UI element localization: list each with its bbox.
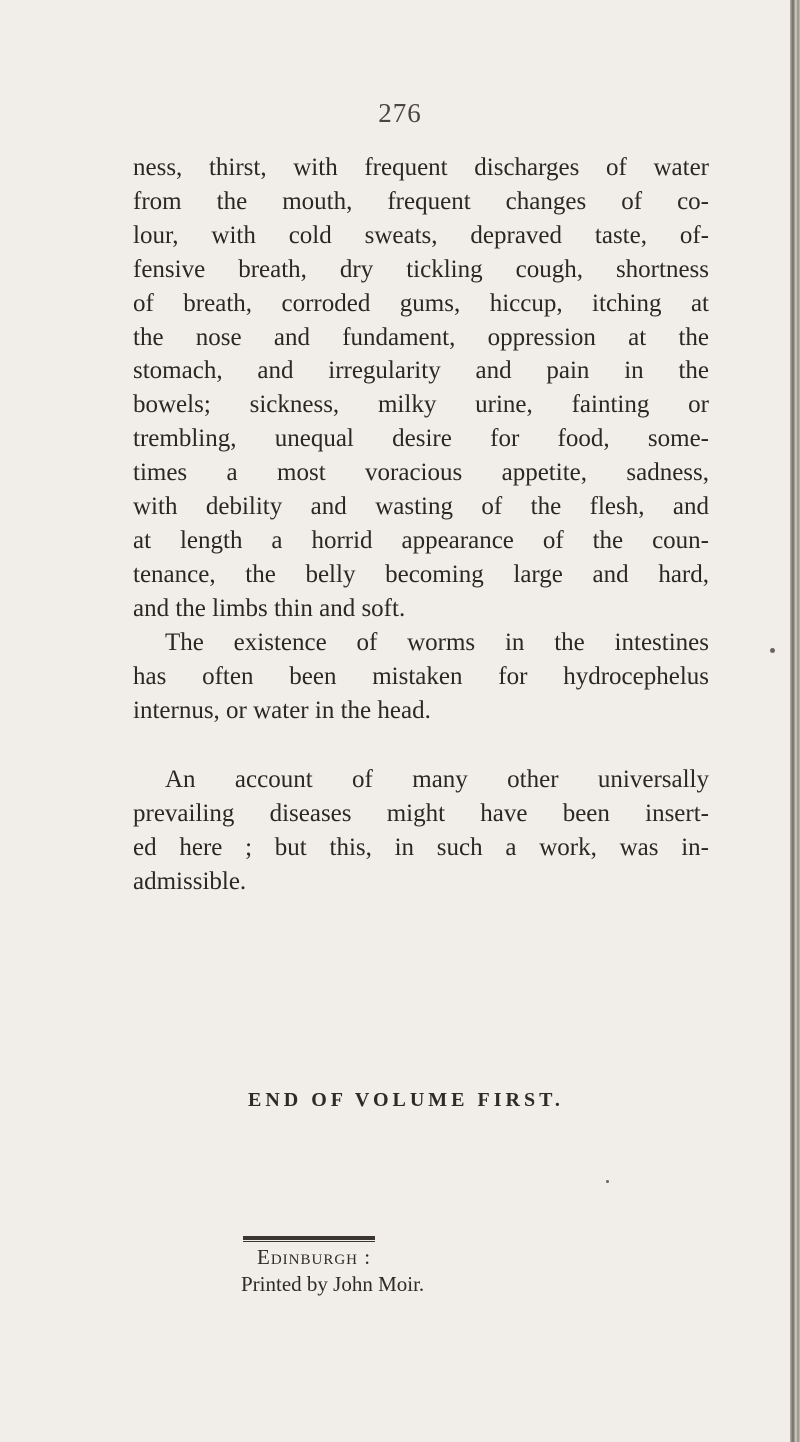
text-line: has often been mistaken for hydrocephelus [133, 662, 709, 690]
decorative-rule [243, 1236, 375, 1242]
text-line: stomach, and irregularity and pain in the [133, 357, 709, 385]
text-line: at length a horrid appearance of the coun- [133, 526, 709, 554]
paper-speck [606, 1180, 609, 1183]
text-line: internus, or water in the head. [133, 696, 431, 724]
body-text [133, 151, 709, 899]
text-line: An account of many other universally [165, 766, 709, 794]
imprint-city: Edinburgh : [257, 1245, 372, 1269]
printer-imprint [241, 1244, 424, 1298]
text-line: the nose and fundament, oppression at the [133, 323, 709, 351]
text-line: with debility and wasting of the flesh, and [133, 493, 709, 521]
text-line: from the mouth, frequent changes of co- [133, 187, 709, 215]
text-line: of breath, corroded gums, hiccup, itching at [133, 289, 709, 317]
text-line: ed here ; but this, in such a work, was in- [133, 834, 709, 862]
text-line: times a most voracious appetite, sadness, [133, 459, 709, 487]
page-edge-shadow [790, 0, 800, 1442]
text-line: trembling, unequal desire for food, some- [133, 425, 709, 453]
imprint-printer: Printed by John Moir. [241, 1272, 425, 1296]
paper-speck [770, 648, 775, 653]
end-of-volume-note: END OF VOLUME FIRST. [248, 1089, 564, 1111]
text-line: ness, thirst, with frequent discharges of water [133, 154, 709, 181]
text-line: The existence of worms in the intestines [165, 628, 709, 656]
text-line: lour, with cold sweats, depraved taste, of- [133, 221, 709, 249]
paragraph-1 [133, 151, 709, 626]
text-line: tenance, the belly becoming large and hard, [133, 560, 709, 588]
text-line: and the limbs thin and soft. [133, 594, 406, 622]
text-line: fensive breath, dry tickling cough, shortness [133, 255, 709, 283]
paragraph-3 [133, 763, 709, 899]
text-line: prevailing diseases might have been insert- [133, 800, 709, 828]
page-number: 276 [378, 98, 422, 128]
text-line: admissible. [133, 868, 247, 896]
text-line: bowels; sickness, milky urine, fainting or [133, 391, 709, 419]
paragraph-2 [133, 626, 709, 728]
